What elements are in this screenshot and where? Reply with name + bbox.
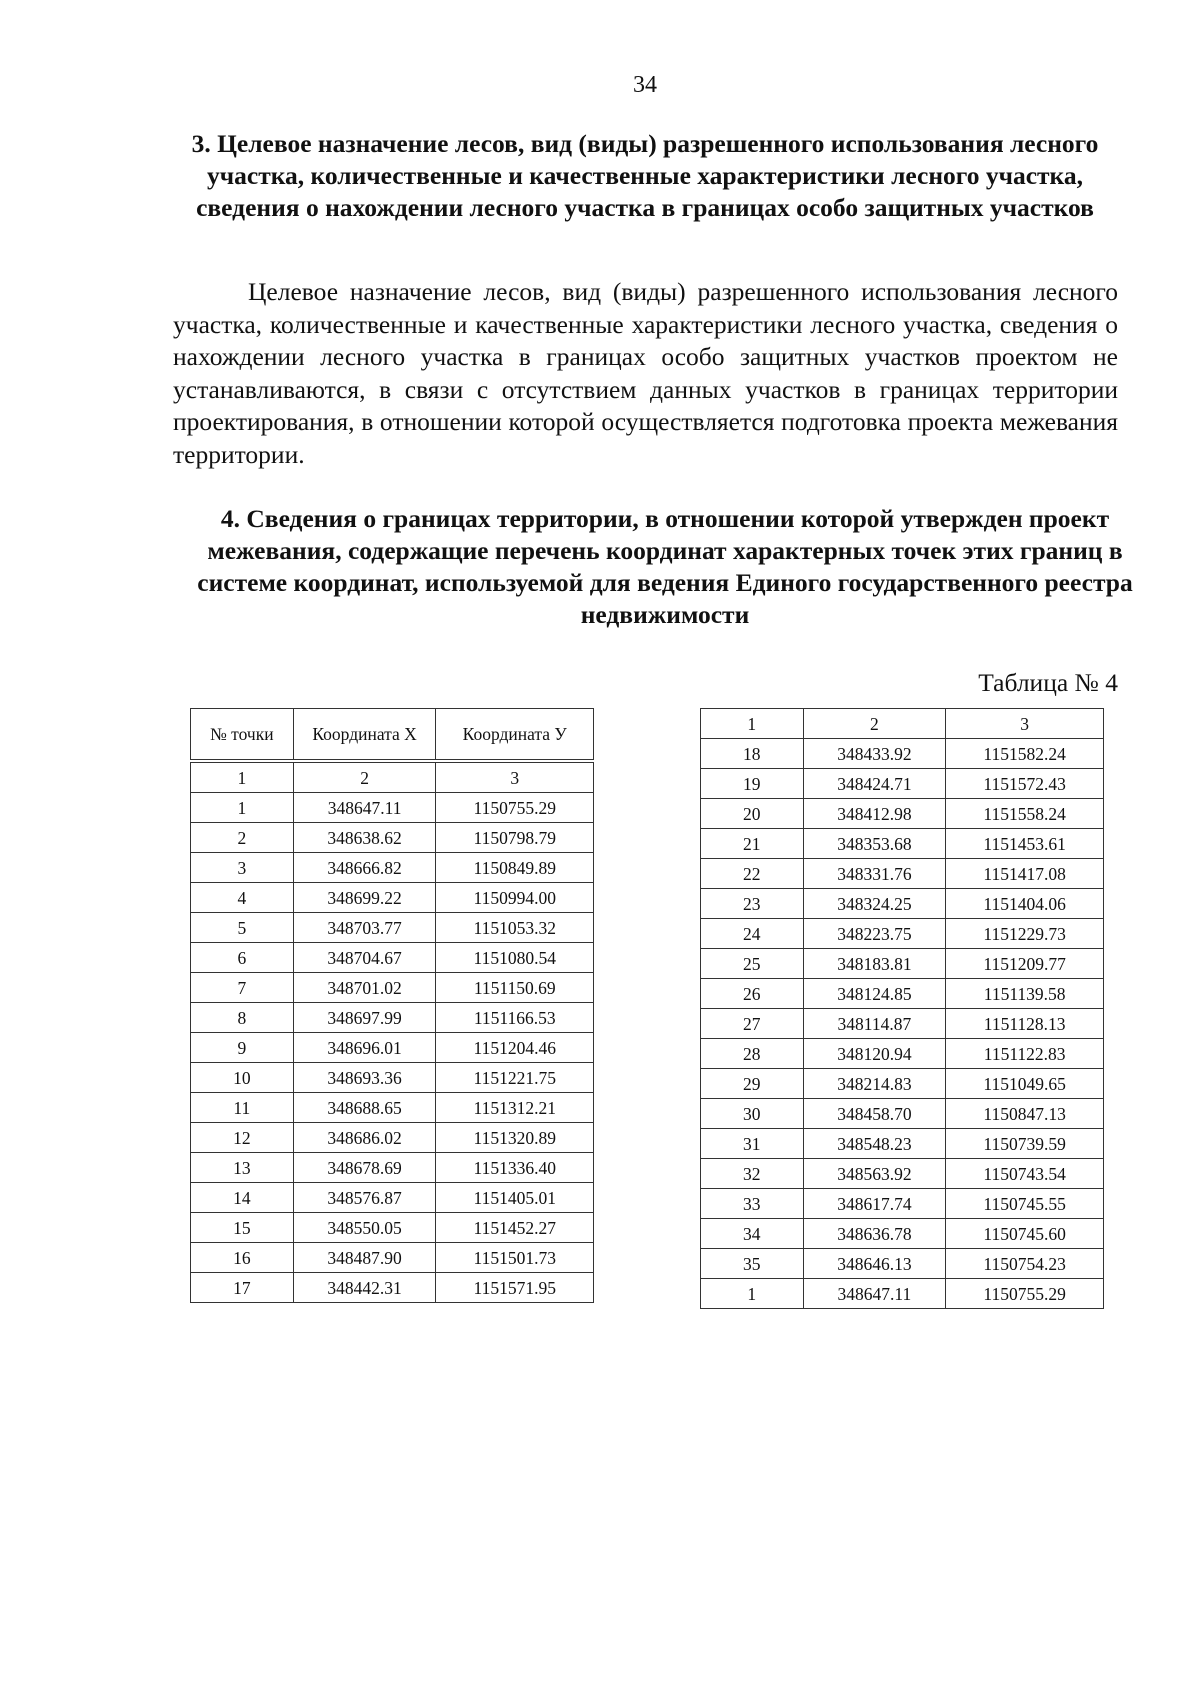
table-row bbox=[191, 1003, 594, 1033]
point-number-cell: 5 bbox=[191, 913, 294, 943]
coordinate-x-cell: 348666.82 bbox=[293, 853, 436, 883]
coordinate-y-cell: 1151150.69 bbox=[436, 973, 594, 1003]
coordinate-y-cell: 1151417.08 bbox=[946, 859, 1104, 889]
point-number-cell: 27 bbox=[701, 1009, 804, 1039]
coordinate-y-cell: 1150745.55 bbox=[946, 1189, 1104, 1219]
column-number: 1 bbox=[701, 709, 804, 739]
table-row bbox=[701, 769, 1104, 799]
section-3-heading: 3. Целевое назначение лесов, вид (виды) разрешенного использования лесного участка, количественные и качественные характеристики лесного участка, сведения о нахождении лесного участка в границах особо защитных участков bbox=[191, 129, 1099, 222]
coordinate-x-cell: 348696.01 bbox=[293, 1033, 436, 1063]
coordinate-x-cell: 348442.31 bbox=[293, 1273, 436, 1303]
coordinate-y-cell: 1151209.77 bbox=[946, 949, 1104, 979]
table-row bbox=[191, 1213, 594, 1243]
table-row bbox=[701, 799, 1104, 829]
coordinate-x-cell: 348183.81 bbox=[803, 949, 946, 979]
table-row bbox=[191, 1273, 594, 1303]
coordinate-y-cell: 1150847.13 bbox=[946, 1099, 1104, 1129]
page-number: 34 bbox=[633, 72, 657, 98]
point-number-cell: 35 bbox=[701, 1249, 804, 1279]
coordinate-x-cell: 348353.68 bbox=[803, 829, 946, 859]
table-row bbox=[701, 949, 1104, 979]
coordinate-x-cell: 348617.74 bbox=[803, 1189, 946, 1219]
table-row bbox=[701, 859, 1104, 889]
coordinate-y-cell: 1151501.73 bbox=[436, 1243, 594, 1273]
coordinate-y-cell: 1151128.13 bbox=[946, 1009, 1104, 1039]
point-number-cell: 2 bbox=[191, 823, 294, 853]
table-row bbox=[191, 1063, 594, 1093]
coordinate-y-cell: 1150745.60 bbox=[946, 1219, 1104, 1249]
coordinate-y-cell: 1151122.83 bbox=[946, 1039, 1104, 1069]
coordinate-x-cell: 348324.25 bbox=[803, 889, 946, 919]
table-row bbox=[701, 1279, 1104, 1309]
table-row bbox=[191, 823, 594, 853]
coordinate-x-cell: 348433.92 bbox=[803, 739, 946, 769]
coordinate-x-cell: 348114.87 bbox=[803, 1009, 946, 1039]
table-row bbox=[191, 793, 594, 823]
point-number-cell: 21 bbox=[701, 829, 804, 859]
point-number-cell: 15 bbox=[191, 1213, 294, 1243]
point-number-cell: 11 bbox=[191, 1093, 294, 1123]
table-row bbox=[701, 1249, 1104, 1279]
coordinate-x-cell: 348576.87 bbox=[293, 1183, 436, 1213]
coordinate-x-cell: 348223.75 bbox=[803, 919, 946, 949]
coordinate-x-cell: 348686.02 bbox=[293, 1123, 436, 1153]
point-number-cell: 17 bbox=[191, 1273, 294, 1303]
point-number-cell: 1 bbox=[191, 793, 294, 823]
coordinate-y-cell: 1151336.40 bbox=[436, 1153, 594, 1183]
coordinate-y-cell: 1151312.21 bbox=[436, 1093, 594, 1123]
coordinate-y-cell: 1151053.32 bbox=[436, 913, 594, 943]
table-row bbox=[701, 1129, 1104, 1159]
point-number-cell: 7 bbox=[191, 973, 294, 1003]
coordinate-x-cell: 348331.76 bbox=[803, 859, 946, 889]
header-coordinate-x: Координата Х bbox=[293, 709, 436, 760]
point-number-cell: 26 bbox=[701, 979, 804, 1009]
coordinate-y-cell: 1151221.75 bbox=[436, 1063, 594, 1093]
table-row bbox=[701, 1219, 1104, 1249]
coordinate-y-cell: 1151572.43 bbox=[946, 769, 1104, 799]
coordinate-y-cell: 1151452.27 bbox=[436, 1213, 594, 1243]
coordinate-y-cell: 1151453.61 bbox=[946, 829, 1104, 859]
point-number-cell: 22 bbox=[701, 859, 804, 889]
coordinate-y-cell: 1151571.95 bbox=[436, 1273, 594, 1303]
point-number-cell: 29 bbox=[701, 1069, 804, 1099]
coordinate-x-cell: 348701.02 bbox=[293, 973, 436, 1003]
table-caption: Таблица № 4 bbox=[978, 668, 1118, 697]
table-row bbox=[191, 973, 594, 1003]
table-row bbox=[191, 1123, 594, 1153]
coordinate-x-cell: 348214.83 bbox=[803, 1069, 946, 1099]
point-number-cell: 9 bbox=[191, 1033, 294, 1063]
table-row bbox=[701, 979, 1104, 1009]
coordinate-x-cell: 348548.23 bbox=[803, 1129, 946, 1159]
coordinate-y-cell: 1151166.53 bbox=[436, 1003, 594, 1033]
table-row bbox=[701, 739, 1104, 769]
coordinate-y-cell: 1150755.29 bbox=[946, 1279, 1104, 1309]
table-header-row bbox=[191, 709, 594, 760]
coordinate-x-cell: 348636.78 bbox=[803, 1219, 946, 1249]
table-row bbox=[191, 1033, 594, 1063]
coordinate-y-cell: 1151582.24 bbox=[946, 739, 1104, 769]
table-row bbox=[191, 1153, 594, 1183]
point-number-cell: 31 bbox=[701, 1129, 804, 1159]
column-number-row bbox=[191, 763, 594, 793]
point-number-cell: 25 bbox=[701, 949, 804, 979]
column-number: 2 bbox=[293, 763, 436, 793]
coordinate-x-cell: 348550.05 bbox=[293, 1213, 436, 1243]
point-number-cell: 6 bbox=[191, 943, 294, 973]
coordinate-x-cell: 348699.22 bbox=[293, 883, 436, 913]
table-row bbox=[701, 1069, 1104, 1099]
point-number-cell: 12 bbox=[191, 1123, 294, 1153]
coordinate-y-cell: 1150743.54 bbox=[946, 1159, 1104, 1189]
coordinate-x-cell: 348704.67 bbox=[293, 943, 436, 973]
point-number-cell: 3 bbox=[191, 853, 294, 883]
table-row bbox=[191, 1183, 594, 1213]
coordinate-y-cell: 1150739.59 bbox=[946, 1129, 1104, 1159]
coordinate-y-cell: 1151049.65 bbox=[946, 1069, 1104, 1099]
point-number-cell: 33 bbox=[701, 1189, 804, 1219]
coordinate-x-cell: 348693.36 bbox=[293, 1063, 436, 1093]
coordinate-x-cell: 348688.65 bbox=[293, 1093, 436, 1123]
point-number-cell: 32 bbox=[701, 1159, 804, 1189]
point-number-cell: 28 bbox=[701, 1039, 804, 1069]
column-number: 3 bbox=[946, 709, 1104, 739]
point-number-cell: 13 bbox=[191, 1153, 294, 1183]
coordinates-table-right bbox=[700, 708, 1104, 1309]
coordinate-x-cell: 348487.90 bbox=[293, 1243, 436, 1273]
coordinate-x-cell: 348638.62 bbox=[293, 823, 436, 853]
table-row bbox=[191, 1243, 594, 1273]
table-row bbox=[701, 829, 1104, 859]
table-row bbox=[701, 1189, 1104, 1219]
point-number-cell: 24 bbox=[701, 919, 804, 949]
table-row bbox=[701, 1009, 1104, 1039]
coordinate-x-cell: 348678.69 bbox=[293, 1153, 436, 1183]
coordinate-y-cell: 1151404.06 bbox=[946, 889, 1104, 919]
point-number-cell: 34 bbox=[701, 1219, 804, 1249]
column-number: 1 bbox=[191, 763, 294, 793]
table-row bbox=[191, 943, 594, 973]
coordinate-x-cell: 348412.98 bbox=[803, 799, 946, 829]
coordinate-y-cell: 1151558.24 bbox=[946, 799, 1104, 829]
coordinate-y-cell: 1151320.89 bbox=[436, 1123, 594, 1153]
section-3-body: Целевое назначение лесов, вид (виды) разрешенного использования лесного участка, количественные и качественные характеристики лесного участка, сведения о нахождении лесного участка в границах особо защитных участков проектом не устанавливаются, в связи с отсутствием данных участков в границах территории проектирования, в отношении которой осуществляется подготовка проекта межевания территории. bbox=[173, 277, 1118, 469]
point-number-cell: 16 bbox=[191, 1243, 294, 1273]
coordinate-x-cell: 348647.11 bbox=[803, 1279, 946, 1309]
point-number-cell: 8 bbox=[191, 1003, 294, 1033]
header-coordinate-y: Координата У bbox=[436, 709, 594, 760]
coordinate-y-cell: 1150849.89 bbox=[436, 853, 594, 883]
coordinate-y-cell: 1151405.01 bbox=[436, 1183, 594, 1213]
point-number-cell: 23 bbox=[701, 889, 804, 919]
table-row bbox=[191, 913, 594, 943]
coordinate-x-cell: 348120.94 bbox=[803, 1039, 946, 1069]
coordinate-x-cell: 348563.92 bbox=[803, 1159, 946, 1189]
table-row bbox=[701, 1039, 1104, 1069]
point-number-cell: 14 bbox=[191, 1183, 294, 1213]
table-row bbox=[191, 883, 594, 913]
point-number-cell: 10 bbox=[191, 1063, 294, 1093]
header-point-number: № точки bbox=[191, 709, 294, 760]
point-number-cell: 30 bbox=[701, 1099, 804, 1129]
table-row bbox=[701, 889, 1104, 919]
coordinate-x-cell: 348424.71 bbox=[803, 769, 946, 799]
table-row bbox=[701, 919, 1104, 949]
point-number-cell: 1 bbox=[701, 1279, 804, 1309]
point-number-cell: 18 bbox=[701, 739, 804, 769]
coordinate-y-cell: 1150798.79 bbox=[436, 823, 594, 853]
coordinate-y-cell: 1150994.00 bbox=[436, 883, 594, 913]
column-number: 2 bbox=[803, 709, 946, 739]
section-4-heading: 4. Сведения о границах территории, в отношении которой утвержден проект межевания, содержащие перечень координат характерных точек этих границ в системе координат, используемой для ведения Единого государственного реестра недвижимости bbox=[197, 504, 1133, 629]
coordinate-x-cell: 348703.77 bbox=[293, 913, 436, 943]
table-row bbox=[701, 1099, 1104, 1129]
coordinate-y-cell: 1151229.73 bbox=[946, 919, 1104, 949]
coordinate-y-cell: 1151204.46 bbox=[436, 1033, 594, 1063]
column-number: 3 bbox=[436, 763, 594, 793]
coordinate-x-cell: 348458.70 bbox=[803, 1099, 946, 1129]
table-row bbox=[701, 1159, 1104, 1189]
coordinate-y-cell: 1150754.23 bbox=[946, 1249, 1104, 1279]
point-number-cell: 4 bbox=[191, 883, 294, 913]
coordinate-y-cell: 1151139.58 bbox=[946, 979, 1104, 1009]
table-row bbox=[191, 1093, 594, 1123]
point-number-cell: 19 bbox=[701, 769, 804, 799]
coordinate-y-cell: 1151080.54 bbox=[436, 943, 594, 973]
point-number-cell: 20 bbox=[701, 799, 804, 829]
column-number-row bbox=[701, 709, 1104, 739]
coordinate-x-cell: 348646.13 bbox=[803, 1249, 946, 1279]
coordinate-y-cell: 1150755.29 bbox=[436, 793, 594, 823]
coordinate-x-cell: 348124.85 bbox=[803, 979, 946, 1009]
coordinate-x-cell: 348697.99 bbox=[293, 1003, 436, 1033]
table-row bbox=[191, 853, 594, 883]
coordinates-table-left bbox=[190, 708, 594, 1303]
coordinate-x-cell: 348647.11 bbox=[293, 793, 436, 823]
